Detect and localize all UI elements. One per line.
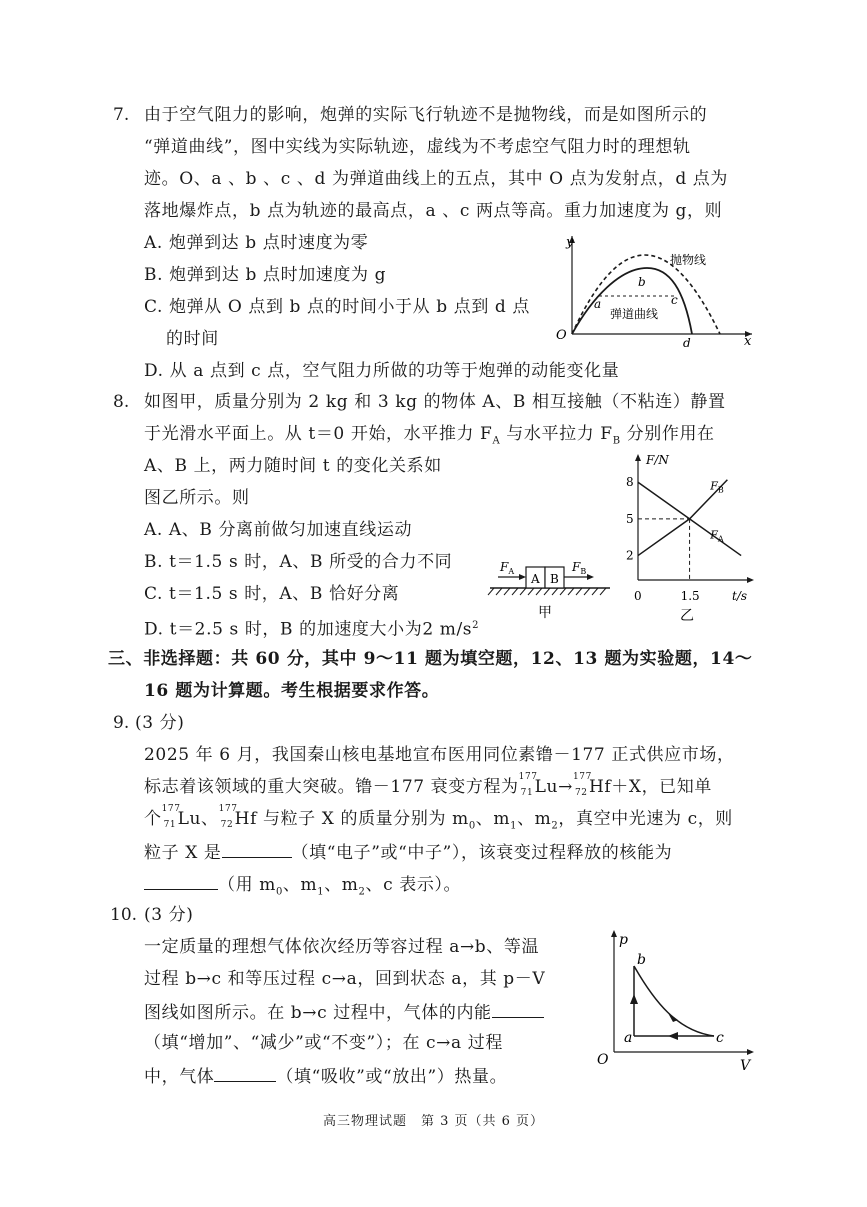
- q7-option-a: A. 炮弹到达 b 点时速度为零: [144, 233, 369, 253]
- q10-ca-arrow-icon: [668, 1032, 678, 1040]
- q10-v-arrow-icon: [747, 1049, 754, 1055]
- q8-yi-y-label: F/N: [646, 453, 669, 467]
- q10-point-a: a: [624, 1030, 633, 1046]
- series-label-fb: $F_B$: [710, 479, 724, 495]
- q9-score: (3 分): [135, 713, 185, 733]
- q8-fa-sub: A: [492, 435, 501, 447]
- y-tick-label-5: 5: [626, 511, 634, 526]
- q10-p-label: p: [619, 932, 628, 948]
- q10-score: (3 分): [144, 905, 194, 925]
- q8-number: 8.: [113, 392, 130, 412]
- q10-bc-curve: [634, 966, 714, 1036]
- q8-option-d-text: D. t＝2.5 s 时，B 的加速度大小为2 m/s: [144, 619, 473, 640]
- q8-option-d: [144, 614, 479, 642]
- q8-option-b: B. t＝1.5 s 时，A、B 所受的合力不同: [144, 552, 453, 572]
- q8-block-b-label: B: [550, 572, 559, 586]
- q7-trajectory-figure: [552, 228, 762, 350]
- q7-point-b: b: [638, 275, 646, 289]
- q9-text-line-5: （用 $m_0$、$m_1$、$m_2$、c 表示）。: [144, 871, 461, 904]
- q8-jia-fb-label: $F_B$: [572, 560, 587, 576]
- q10-blank-internal-energy[interactable]: [492, 999, 544, 1018]
- q9-number: 9.: [113, 713, 130, 733]
- q7-text-line-2: “弹道曲线”，图中实线为实际轨迹，虚线为不考虑空气阻力时的理想轨: [144, 137, 691, 157]
- q10-pv-figure: [592, 926, 760, 1076]
- q8-text-line-4: 图乙所示。则: [144, 488, 250, 508]
- q8-fig-jia: [480, 555, 615, 625]
- q7-option-c: C. 炮弹从 O 点到 b 点的时间小于从 b 点到 d 点: [144, 297, 531, 317]
- series-label-fa: $F_A$: [710, 528, 724, 544]
- q10-number: 10.: [110, 905, 138, 925]
- q8-yi-caption: 乙: [680, 608, 694, 624]
- q10-ab-arrow-icon: [630, 994, 638, 1004]
- q9-text-line-4: 粒子 X 是 （填“电子”或“中子”），该衰变过程释放的核能为: [144, 839, 672, 865]
- q7-origin-label: O: [556, 328, 567, 343]
- q8-yi-x-label: t/s: [732, 589, 748, 603]
- q8-fa-arrowhead-icon: [519, 574, 526, 580]
- q10-text-line-3: 图线如图所示。在 b→c 过程中，气体的内能: [144, 999, 544, 1025]
- section3-heading-line-2: 16 题为计算题。考生根据要求作答。: [144, 681, 440, 701]
- q7-point-d: d: [683, 336, 691, 350]
- q10-point-c: c: [716, 1030, 724, 1046]
- x-tick-label-0: 0: [634, 589, 642, 603]
- q8-yi-y-arrow-icon: [635, 454, 641, 461]
- q8-line2-start: 于光滑水平面上。从 t＝0 开始，水平推力 F: [144, 424, 493, 444]
- q7-point-a: a: [594, 297, 602, 311]
- q7-parabola-label: 抛物线: [670, 253, 707, 267]
- q7-option-b: B. 炮弹到达 b 点时加速度为 g: [144, 265, 387, 285]
- q7-y-label: y: [566, 235, 574, 250]
- q7-text-line-4: 落地爆炸点，b 点为轨迹的最高点，a 、c 两点等高。重力加速度为 g，则: [144, 201, 723, 221]
- q10-p-arrow-icon: [611, 930, 617, 937]
- q8-line2-end: 分别作用在: [620, 424, 715, 444]
- q10-v-label: V: [740, 1058, 751, 1074]
- q8-jia-caption: 甲: [538, 605, 552, 621]
- q7-text-line-1: 由于空气阻力的影响，炮弹的实际飞行轨迹不是抛物线，而是如图所示的: [144, 105, 708, 125]
- q8-fig-yi-chart: [620, 452, 760, 627]
- q8-ground-hatch: [488, 588, 606, 595]
- q7-option-d: D. 从 a 点到 c 点，空气阻力所做的功等于炮弹的动能变化量: [144, 361, 620, 381]
- q7-option-c-cont: 的时间: [166, 329, 219, 349]
- q9-text-line-1: 2025 年 6 月，我国秦山核电基地宣布医用同位素镥－177 正式供应市场，: [144, 745, 735, 765]
- q8-text-line-1: 如图甲，质量分别为 2 kg 和 3 kg 的物体 A、B 相互接触（不粘连）静置: [144, 392, 726, 412]
- q7-number: 7.: [113, 105, 130, 125]
- q9-text-line-3: 个 177 71 Lu、 177 72 Hf 与粒子 X 的质量分别为 $m_0$、$m_1$、$m_2$，真空中光速为 c，则: [144, 804, 733, 832]
- q8-block-a-label: A: [531, 572, 540, 586]
- q9-lu-z: 71: [520, 788, 534, 798]
- q8-jia-fa-label: $F_A$: [500, 560, 515, 576]
- y-tick-label-8: 8: [626, 475, 634, 490]
- q7-x-label: x: [744, 334, 752, 349]
- section3-heading-line-1: 三、非选择题：共 60 分，其中 9～11 题为填空题，12、13 题为实验题，14～: [108, 649, 753, 669]
- q8-option-a: A. A、B 分离前做匀加速直线运动: [144, 520, 413, 540]
- q8-fb-sub: B: [612, 435, 621, 447]
- q9-blank-energy[interactable]: [144, 871, 218, 890]
- q9-blank-particle[interactable]: [222, 839, 292, 858]
- q8-text-line-3: A、B 上，两力随时间 t 的变化关系如: [144, 456, 442, 476]
- q10-point-b: b: [637, 952, 646, 968]
- q10-origin-label: O: [597, 1052, 609, 1068]
- q9-hf-z: 72: [574, 788, 588, 798]
- page-footer: 高三物理试题 第 3 页（共 6 页）: [322, 1114, 545, 1129]
- q8-fb-arrowhead-icon: [587, 574, 594, 580]
- q7-text-line-3: 迹。O、a 、b 、c 、d 为弹道曲线上的五点，其中 O 点为发射点，d 点为: [144, 169, 729, 189]
- q10-text-line-1: 一定质量的理想气体依次经历等容过程 a→b、等温: [144, 937, 540, 957]
- x-tick-label-1: 1.5: [680, 589, 700, 603]
- y-tick-label-2: 2: [626, 548, 634, 563]
- q9-text-line-2: 标志着该领域的重大突破。镥－177 衰变方程为 177 71 Lu→ 177 72 Hf＋X，已知单: [144, 775, 712, 799]
- q9-hf-mass: 177: [572, 772, 592, 782]
- q10-text-line-5: 中，气体 （填“吸收”或“放出”）热量。: [144, 1063, 507, 1089]
- q8-line2-mid: 与水平拉力 F: [500, 424, 613, 444]
- q10-text-line-2: 过程 b→c 和等压过程 c→a，回到状态 a，其 p－V: [144, 969, 546, 989]
- q10-text-line-4: （填“增加”、“减少”或“不变”）；在 c→a 过程: [144, 1033, 503, 1053]
- q8-option-d-sup: 2: [472, 620, 480, 631]
- q9-lu-mass: 177: [518, 772, 538, 782]
- q7-ballistic-label: 弹道曲线: [610, 307, 659, 321]
- q7-point-c: c: [671, 293, 678, 307]
- q10-blank-heat[interactable]: [214, 1063, 276, 1082]
- q8-text-line-2: [144, 422, 715, 453]
- q8-option-c: C. t＝1.5 s 时，A、B 恰好分离: [144, 584, 400, 604]
- q8-yi-x-arrow-icon: [747, 577, 754, 583]
